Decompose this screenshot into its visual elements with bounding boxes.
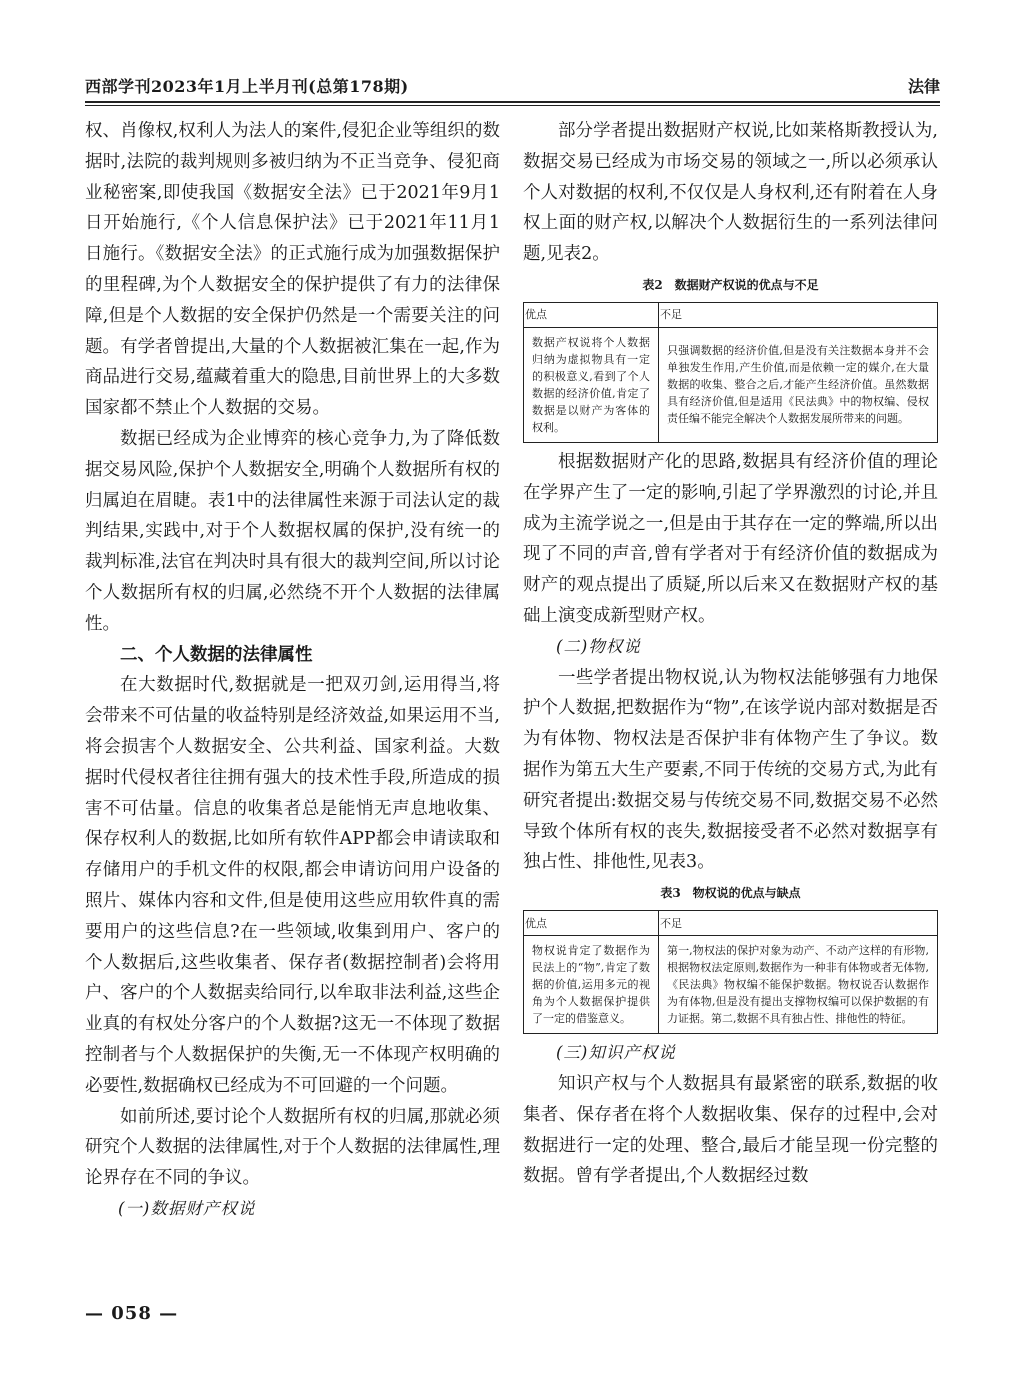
header-rule-thin <box>85 105 940 106</box>
paragraph: 数据已经成为企业博弈的核心竞争力,为了降低数据交易风险,保护个人数据安全,明确个人数据所有权的归属迫在眉睫。表1中的法律属性来源于司法认定的裁判结果,实践中,对于个人数据权属的保护,没有统一的裁判标准,法官在判决时具有很大的裁判空间,所以讨论个人数据所有权的归属,必然绕不开个人数据的法律属性。 <box>85 428 500 634</box>
table-cell: 只强调数据的经济价值,但是没有关注数据本身并不会单独发生作用,产生价值,而是依赖一定的媒介,在大量数据的收集、整合之后,才能产生经济价值。虽然数据具有经济价值,但是适用《民法典》中的物权编、侵权责任编不能完全解决个人数据发展所带来的问题。 <box>659 327 938 442</box>
table-cell: 第一,物权法的保护对象为动产、不动产这样的有形物,根据物权法定原则,数据作为一种非有体物或者无体物,《民法典》物权编不能保护数据。物权说否认数据作为有体物,但是没有提出支撑物权编可以保护数据的有力证据。第二,数据不具有独占性、排他性的特征。 <box>659 936 938 1034</box>
subsection-heading: (二)物权说 <box>556 636 641 656</box>
table-header-cell: 不足 <box>659 911 938 936</box>
section-label: 法律 <box>907 77 940 96</box>
right-column <box>523 116 938 1192</box>
section-heading: 二、个人数据的法律属性 <box>120 644 313 665</box>
table-header-cell: 优点 <box>524 302 659 327</box>
running-header <box>85 74 940 98</box>
paragraph: 权、肖像权,权利人为法人的案件,侵犯企业等组织的数据时,法院的裁判规则多被归纳为不正当竞争、侵犯商业秘密案,即使我国《数据安全法》已于2021年9月1日开始施行,《个人信息保护法》已于2021年11月1日施行。《数据安全法》的正式施行成为加强数据保护的里程碑,为个人数据安全的保护提供了有力的法律保障,但是个人数据的安全保护仍然是一个需要关注的问题。有学者曾提出,大量的个人数据被汇集在一起,作为商品进行交易,蕴藏着重大的隐患,目前世界上的大多数国家都不禁止个人数据的交易。 <box>85 121 500 419</box>
paragraph: 部分学者提出数据财产权说,比如莱格斯教授认为,数据交易已经成为市场交易的领域之一,所以必须承认个人对数据的权利,不仅仅是人身权利,还有附着在人身权上面的财产权,以解决个人数据衍生的一系列法律问题,见表2。 <box>523 121 938 265</box>
paragraph: 知识产权与个人数据具有最紧密的联系,数据的收集者、保存者在将个人数据收集、保存的过程中,会对数据进行一定的处理、整合,最后才能呈现一份完整的数据。曾有学者提出,个人数据经过数 <box>523 1073 938 1187</box>
table-3 <box>523 910 938 1034</box>
paragraph: 如前所述,要讨论个人数据所有权的归属,那就必须研究个人数据的法律属性,对于个人数据的法律属性,理论界存在不同的争议。 <box>85 1106 500 1189</box>
table-row <box>524 936 938 1034</box>
table-header-row <box>524 302 938 327</box>
paragraph: 一些学者提出物权说,认为物权法能够强有力地保护个人数据,把数据作为“物”,在该学说内部对数据是否为有体物、物权法是否保护非有体物产生了争议。数据作为第五大生产要素,不同于传统的交易方式,为此有研究者提出:数据交易与传统交易不同,数据交易不必然导致个体所有权的丧失,数据接受者不必然对数据享有独占性、排他性,见表3。 <box>523 667 938 873</box>
table-2 <box>523 302 938 443</box>
subsection-heading: (一)数据财产权说 <box>118 1198 256 1218</box>
header-rule <box>85 101 940 103</box>
table-row <box>524 327 938 442</box>
table-header-row <box>524 911 938 936</box>
subsection-heading: (三)知识产权说 <box>556 1043 676 1063</box>
table-cell: 物权说肯定了数据作为民法上的“物”,肯定了数据的价值,运用多元的视角为个人数据保护提供了一定的借鉴意义。 <box>524 936 659 1034</box>
journal-title: 西部学刊2023年1月上半月刊(总第178期) <box>85 77 409 96</box>
page-number: — 058 — <box>85 1303 179 1324</box>
paragraph: 根据数据财产化的思路,数据具有经济价值的理论在学界产生了一定的影响,引起了学界激烈的讨论,并且成为主流学说之一,但是由于其存在一定的弊端,所以出现了不同的声音,曾有学者对于有经济价值的数据成为财产的观点提出了质疑,所以后来又在数据财产权的基础上演变成新型财产权。 <box>523 451 938 626</box>
table-header-cell: 优点 <box>524 911 659 936</box>
paragraph: 在大数据时代,数据就是一把双刃剑,运用得当,将会带来不可估量的收益特别是经济效益,如果运用不当,将会损害个人数据安全、公共利益、国家利益。大数据时代侵权者往往拥有强大的技术性手段,所造成的损害不可估量。信息的收集者总是能悄无声息地收集、保存权利人的数据,比如所有软件APP都会申请读取和存储用户的手机文件的权限,都会申请访问用户设备的照片、媒体内容和文件,但是使用这些应用软件真的需要用户的这些信息?在一些领域,收集到用户、客户的个人数据后,这些收集者、保存者(数据控制者)会将用户、客户的个人数据卖给同行,以牟取非法利益,这些企业真的有权处分客户的个人数据?这无一不体现了数据控制者与个人数据保护的失衡,无一不体现产权明确的必要性,数据确权已经成为不可回避的一个问题。 <box>85 675 500 1096</box>
left-column <box>85 116 500 1225</box>
table-cell: 数据产权说将个人数据归纳为虚拟物具有一定的积极意义,看到了个人数据的经济价值,肯定了数据是以财产为客体的权利。 <box>524 327 659 442</box>
table-caption: 表3 物权说的优点与缺点 <box>660 886 801 901</box>
table-header-cell: 不足 <box>659 302 938 327</box>
table-caption: 表2 数据财产权说的优点与不足 <box>642 277 819 292</box>
